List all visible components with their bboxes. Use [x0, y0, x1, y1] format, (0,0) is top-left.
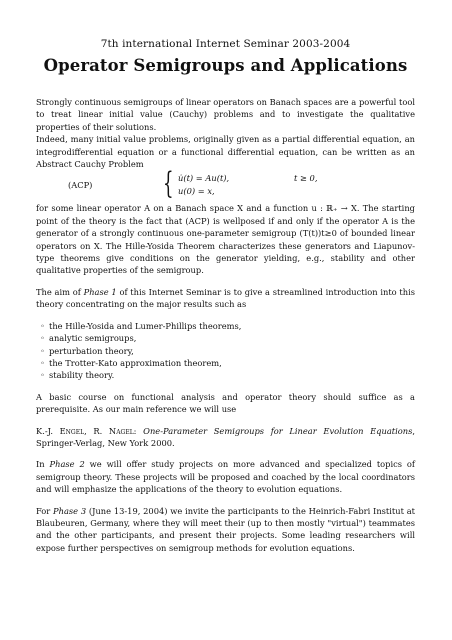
bullet-icon: ◦: [40, 320, 45, 331]
brace-symbol: {: [163, 166, 174, 202]
intro-paragraph-1: Strongly continuous semigroups of linear operators on Banach spaces are a powerful tool to treat linear initial value (Cauchy) problems and to investigate the qualitative properties of their solutions.: [36, 97, 415, 132]
phase1-label: Phase 1: [83, 286, 117, 297]
list-item: ◦ perturbation theory,: [40, 345, 134, 356]
list-item: ◦ the Trotter-Kato approximation theorem,: [40, 357, 222, 368]
list-item: ◦ stability theory.: [40, 370, 115, 381]
phase2-paragraph: In Phase 2 we will offer study projects on more advanced and specialized topics of semigroup theory. These projects will be proposed and coached by the local coordinators and will emphasize the applications of the theory to evolution equations.: [36, 459, 416, 495]
acp-label: (ACP): [68, 180, 93, 191]
topics-list: [36, 320, 415, 382]
list-item: ◦ analytic semigroups,: [40, 333, 137, 344]
phase3-label: Phase 3: [53, 505, 87, 516]
phase3-paragraph: For Phase 3 (June 13-19, 2004) we invite the participants to the Heinrich-Fabri Institut at Blaubeuren, Germany, where they will meet their (up to then mostly "virtual") teammates and the other participants, and present their projects. Some leading researchers will expose further perspectives on semigroup methods for evolution equations.: [36, 505, 415, 553]
phase1-paragraph: The aim of Phase 1 of this Internet Seminar is to give a streamlined introduction into this theory concentrating on the major results such as: [36, 286, 416, 310]
seminar-heading: 7th international Internet Seminar 2003-2004: [100, 38, 351, 50]
reference-authors: K.-J. Engel, R. Nagel:: [36, 425, 137, 436]
intro-paragraph-2: Indeed, many initial value problems, originally given as a partial differential equation, an integrodifferential equation or a functional differential equation, can be written as an Abstract Cauchy Problem: [36, 134, 415, 170]
phase2-label: Phase 2: [49, 459, 85, 470]
page-title: Operator Semigroups and Applications: [43, 56, 408, 75]
reference-citation: [36, 425, 415, 450]
theory-paragraph: for some linear operator A on a Banach space X and a function u : ℝ₊ → X. The starting point of the theory is the fact that (ACP) is wellposed if and only if the operator A is the generator of a strongly continuous one-parameter semigroup (T(t))t≥0 of bounded linear operators on X. The Hille-Yosida Theorem characterizes these generators and Liapunov-type theorems give conditions on the generator yielding, e.g., stability and other qualitative properties of the semigroup.: [36, 203, 415, 276]
bullet-icon: ◦: [40, 345, 45, 356]
reference-title: One-Parameter Semigroups for Linear Evolution Equations: [143, 425, 413, 436]
acp-condition: t ≥ 0,: [294, 173, 318, 184]
bullet-icon: ◦: [40, 357, 45, 368]
acp-equation: [36, 166, 415, 202]
prerequisite-paragraph: A basic course on functional analysis and operator theory should suffice as a prerequisite. As our main reference we will use: [36, 391, 415, 415]
bullet-icon: ◦: [40, 370, 45, 381]
acp-line-1: u̇(t) = Au(t),: [178, 173, 230, 184]
acp-line-2: u(0) = x,: [178, 186, 215, 197]
list-item: ◦ the Hille-Yosida and Lumer-Phillips theorems,: [40, 320, 242, 331]
bullet-icon: ◦: [40, 333, 45, 344]
reference-publisher: , Springer-Verlag, New York 2000.: [36, 425, 415, 448]
